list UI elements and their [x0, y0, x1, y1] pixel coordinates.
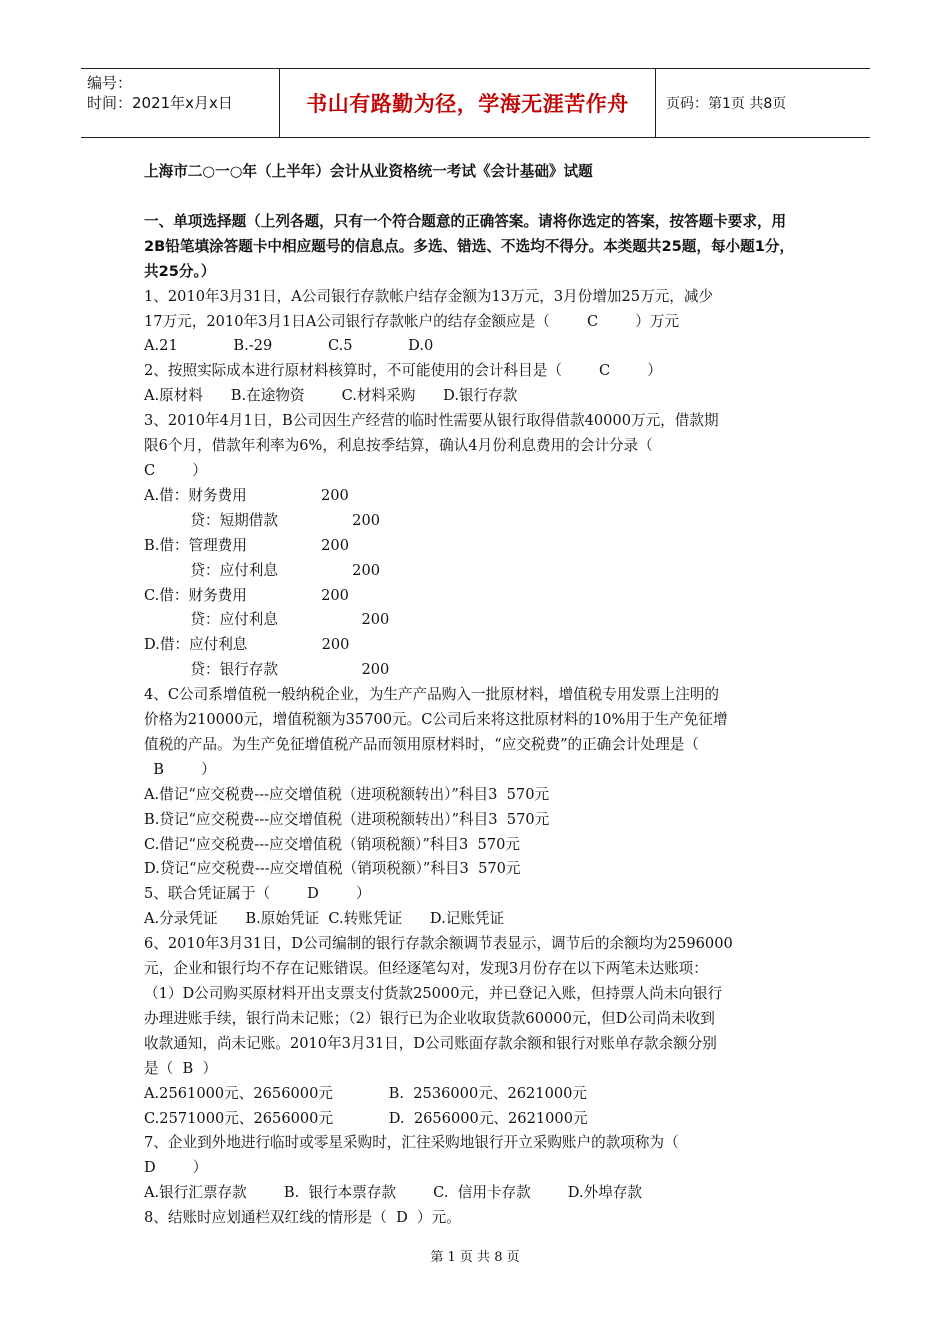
text-line: 元，企业和银行均不存在记账错误。但经逐笔勾对，发现3月份存在以下两笔未达账项：	[144, 960, 708, 978]
text-line: 6、2010年3月31日，D公司编制的银行存款余额调节表显示，调节后的余额均为2596000	[144, 935, 733, 953]
text-line: 贷：银行存款 200	[144, 661, 390, 679]
text-line: B.贷记“应交税费---应交增值税（进项税额转出）”科目3 570元	[144, 810, 550, 828]
text-line: 1、2010年3月31日，A公司银行存款帐户结存金额为13万元，3月份增加25万元，减少	[144, 287, 714, 305]
text-line: D.借：应付利息 200	[144, 636, 350, 654]
text-line: A.21 B.-29 C.5 D.0	[144, 337, 434, 355]
text-line: C.2571000元、2656000元 D. 2656000元、2621000元	[144, 1109, 588, 1127]
text-line: A.借：财务费用 200	[144, 486, 349, 504]
text-line: D ）	[144, 1159, 208, 1177]
text-line: 收款通知，尚未记账。2010年3月31日，D公司账面存款余额和银行对账单存款余额分别	[144, 1034, 717, 1052]
text-line: A.银行汇票存款 B. 银行本票存款 C. 信用卡存款 D.外埠存款	[144, 1184, 643, 1202]
text-line: B ）	[144, 760, 216, 778]
header-page-info: 页码：第1页 共8页	[666, 96, 787, 112]
text-line: C ）	[144, 461, 207, 479]
text-line: （1）D公司购买原材料开出支票支付货款25000元，并已登记入账，但持票人尚未向银行	[144, 985, 723, 1002]
header-number-label: 编号：	[87, 74, 133, 92]
header-left-cell	[81, 69, 280, 137]
text-line: C.借：财务费用 200	[144, 586, 349, 604]
text-line: B.借：管理费用 200	[144, 536, 350, 554]
text-line: 贷：短期借款 200	[144, 511, 381, 529]
document-title: 上海市二○一○年（上半年）会计从业资格统一考试《会计基础》试题	[144, 163, 593, 180]
text-line: 3、2010年4月1日，B公司因生产经营的临时性需要从银行取得借款40000万元，借款期	[144, 412, 719, 430]
text-line: A.2561000元、2656000元 B. 2536000元、2621000元	[144, 1084, 588, 1102]
text-line: 办理进账手续，银行尚未记账；（2）银行已为企业收取货款60000元，但D公司尚未收到	[144, 1009, 715, 1027]
text-line: 贷：应付利息 200	[144, 561, 381, 579]
text-line: 是（ B ）	[144, 1059, 218, 1077]
page-footer: 第 1 页 共 8 页	[430, 1250, 520, 1265]
text-line: A.分录凭证 B.原始凭证 C.转账凭证 D.记账凭证	[144, 910, 505, 928]
text-line: 5、联合凭证属于（ D ）	[144, 885, 371, 903]
document-body	[144, 160, 804, 1231]
text-line: 7、企业到外地进行临时或零星采购时，汇往采购地银行开立采购账户的款项称为（	[144, 1134, 679, 1152]
text-line: 限6个月，借款年利率为6%，利息按季结算，确认4月份利息费用的会计分录（	[144, 437, 653, 455]
text-line: 贷：应付利息 200	[144, 611, 390, 629]
text-line: A.借记“应交税费---应交增值税（进项税额转出）”科目3 570元	[144, 785, 550, 803]
header-motto: 书山有路勤为径，学海无涯苦作舟	[280, 69, 656, 137]
header-table	[81, 68, 870, 138]
text-line: 值税的产品。为生产免征增值税产品而领用原材料时，“应交税费”的正确会计处理是（	[144, 735, 699, 753]
text-line: D.贷记“应交税费---应交增值税（销项税额）”科目3 570元	[144, 860, 521, 878]
text-line: 8、结账时应划通栏双红线的情形是（ D ）元。	[144, 1209, 461, 1227]
text-line: 4、C公司系增值税一般纳税企业，为生产产品购入一批原材料，增值税专用发票上注明的	[144, 686, 720, 704]
text-line: 17万元，2010年3月1日A公司银行存款帐户的结存金额应是（ C ）万元	[144, 312, 680, 330]
text-line: A.原材料 B.在途物资 C.材料采购 D.银行存款	[144, 387, 518, 405]
section-heading: 一、单项选择题（上列各题，只有一个符合题意的正确答案。请将你选定的答案，按答题卡要求，用2B铅笔填涂答题卡中相应题号的信息点。多选、错选、不选均不得分。本类题共25题，每小题1分，共25分。）	[144, 212, 795, 280]
text-line: C.借记“应交税费---应交增值税（销项税额）”科目3 570元	[144, 835, 520, 853]
header-time-label: 时间：2021年x月x日	[87, 94, 233, 112]
text-line: 2、按照实际成本进行原材料核算时，不可能使用的会计科目是（ C ）	[144, 362, 662, 380]
text-line: 价格为210000元，增值税额为35700元。C公司后来将这批原材料的10%用于生产免征增	[144, 711, 728, 729]
